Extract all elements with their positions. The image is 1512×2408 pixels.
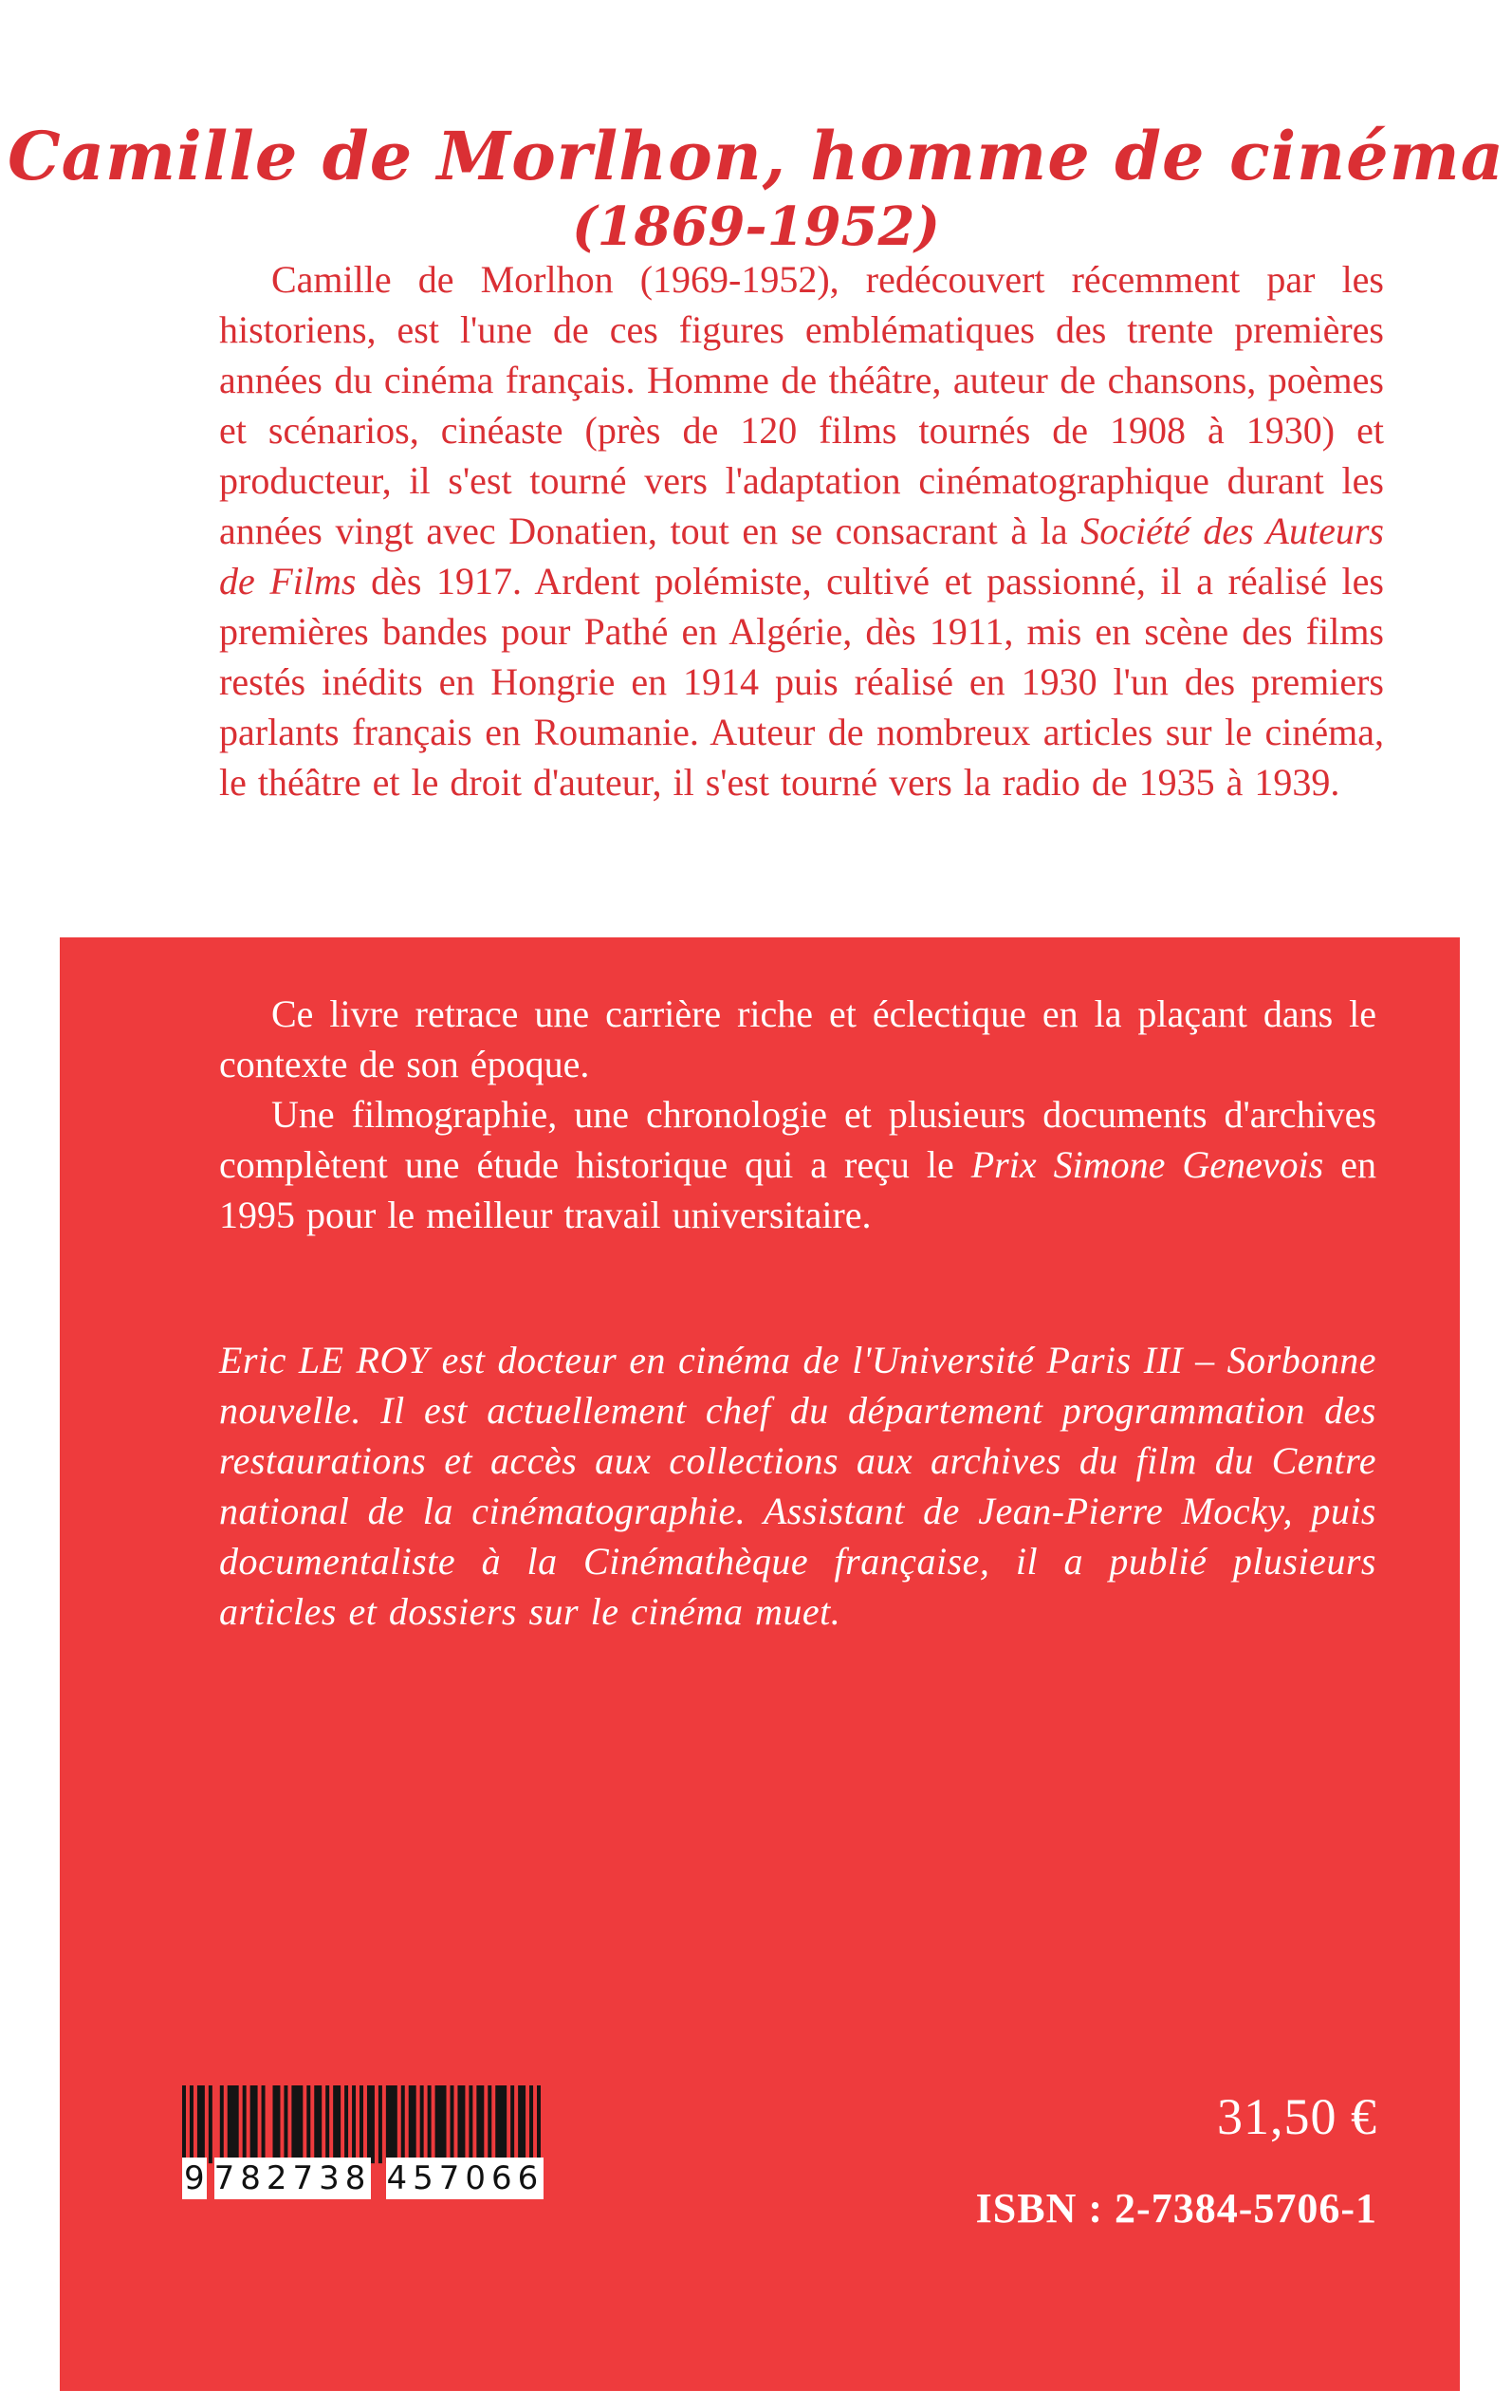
barcode-first-digit: 9 [184,2159,205,2197]
barcode [182,2085,544,2207]
book-title [0,117,1512,259]
synopsis-paragraph: Camille de Morlhon (1969-1952), redécouvert récemment par les historiens, est l'une de ces figures emblématiques des trente premières années du cinéma français. Homme de théâtre, auteur de chansons, poèmes et scénarios, cinéaste (près de 120 films tournés de 1908 à 1930) et producteur, il s'est tourné vers l'adaptation cinématographique durant les années vingt avec Donatien, tout en se consacrant à la Société des Auteurs de Films dès 1917. Ardent polémiste, cultivé et passionné, il a réalisé les premières bandes pour Pathé en Algérie, dès 1911, mis en scène des films restés inédits en Hongrie en 1914 puis réalisé en 1930 l'un des premiers parlants français en Roumanie. Auteur de nombreux articles sur le cinéma, le théâtre et le droit d'auteur, il s'est tourné vers la radio de 1935 à 1939. [219,258,1384,804]
price-label: 31,50 € [1217,2088,1377,2145]
author-bio: Eric LE ROY est docteur en cinéma de l'Université Paris III – Sorbonne nouvelle. Il est actuellement chef du département programmation des restaurations et accès aux collections aux archives du film du Centre national de la cinématographie. Assistant de Jean-Pierre Mocky, puis documentaliste à la Cinémathèque française, il a publié plusieurs articles et dossiers sur le cinéma muet. [219,1339,1376,1633]
panel-text [219,989,1376,1637]
barcode-number [182,2158,544,2199]
summary-paragraph: Ce livre retrace une carrière riche et éclectique en la plaçant dans le contexte de son époque. [219,992,1376,1085]
barcode-group-2: 457066 [386,2159,544,2197]
award-paragraph: Une filmographie, une chronologie et plusieurs documents d'archives complètent une étude historique qui a reçu le Prix Simone Genevois en 1995 pour le meilleur travail universitaire. [219,1093,1377,1236]
book-title-years: (1869-1952) [572,195,940,259]
book-title-main: Camille de Morlhon, homme de cinéma [7,117,1505,195]
barcode-group-1: 782738 [213,2159,372,2197]
isbn-label: ISBN : 2-7384-5706-1 [975,2185,1377,2232]
